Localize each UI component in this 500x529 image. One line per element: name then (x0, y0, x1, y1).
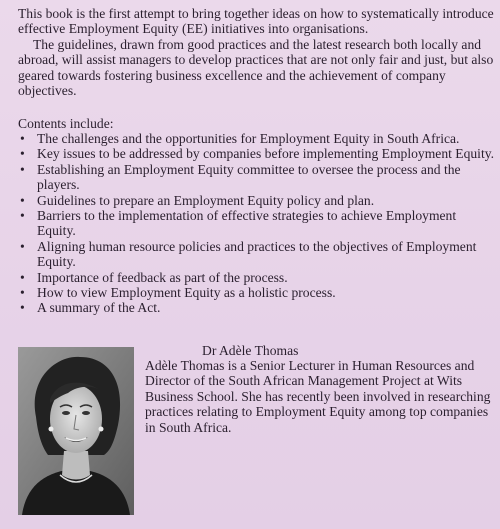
list-item (18, 131, 496, 146)
list-item (18, 300, 496, 315)
author-bio: Adèle Thomas is a Senior Lecturer in Human Resources and Director of the South African Management Project at Wits Business School. She has recently been involved in researching practices relating to Employment Equity among top companies in South Africa. (145, 358, 491, 435)
portrait-image (18, 347, 134, 515)
list-item-text: Importance of feedback as part of the process. (37, 269, 288, 285)
list-item (18, 193, 496, 208)
list-item-text: Barriers to the implementation of effective strategies to achieve Employment Equity. (37, 208, 457, 239)
bullet-icon: • (20, 161, 25, 177)
list-item-text: How to view Employment Equity as a holistic process. (37, 285, 336, 301)
list-item (18, 239, 496, 270)
list-item (18, 270, 496, 285)
list-item-text: Guidelines to prepare an Employment Equity policy and plan. (37, 192, 375, 208)
list-item (18, 146, 496, 161)
list-item (18, 208, 496, 239)
bullet-icon: • (20, 131, 25, 146)
bullet-icon: • (20, 192, 25, 208)
list-item-text: The challenges and the opportunities for Employment Equity in South Africa. (37, 131, 460, 146)
contents-list (18, 131, 496, 316)
intro-paragraph-2: The guidelines, drawn from good practices and the latest research both locally and abroad, will assist managers to develop practices that are not only fair and just, but also geared towards fostering business excellence and the achievement of company objectives. (18, 36, 494, 99)
bullet-icon: • (20, 300, 25, 316)
author-photo (18, 347, 134, 515)
list-item (18, 285, 496, 300)
intro-paragraph-1: This book is the first attempt to bring together ideas on how to systematically introduce effective Employment Equity (EE) initiatives into organisations. (18, 6, 494, 37)
contents-heading: Contents include: (18, 116, 114, 131)
list-item-text: Aligning human resource policies and practices to the objectives of Employment Equity. (37, 238, 477, 270)
bullet-icon: • (20, 146, 25, 162)
bullet-icon: • (20, 208, 25, 224)
bullet-icon: • (20, 285, 25, 301)
intro-text (18, 6, 496, 98)
author-name: Dr Adèle Thomas (202, 343, 299, 358)
bullet-icon: • (20, 269, 25, 285)
list-item-text: Establishing an Employment Equity committee to oversee the process and the players. (37, 161, 461, 193)
list-item (18, 162, 496, 193)
list-item-text: Key issues to be addressed by companies before implementing Employment Equity. (37, 146, 495, 162)
bullet-icon: • (20, 238, 25, 254)
list-item-text: A summary of the Act. (37, 300, 161, 316)
